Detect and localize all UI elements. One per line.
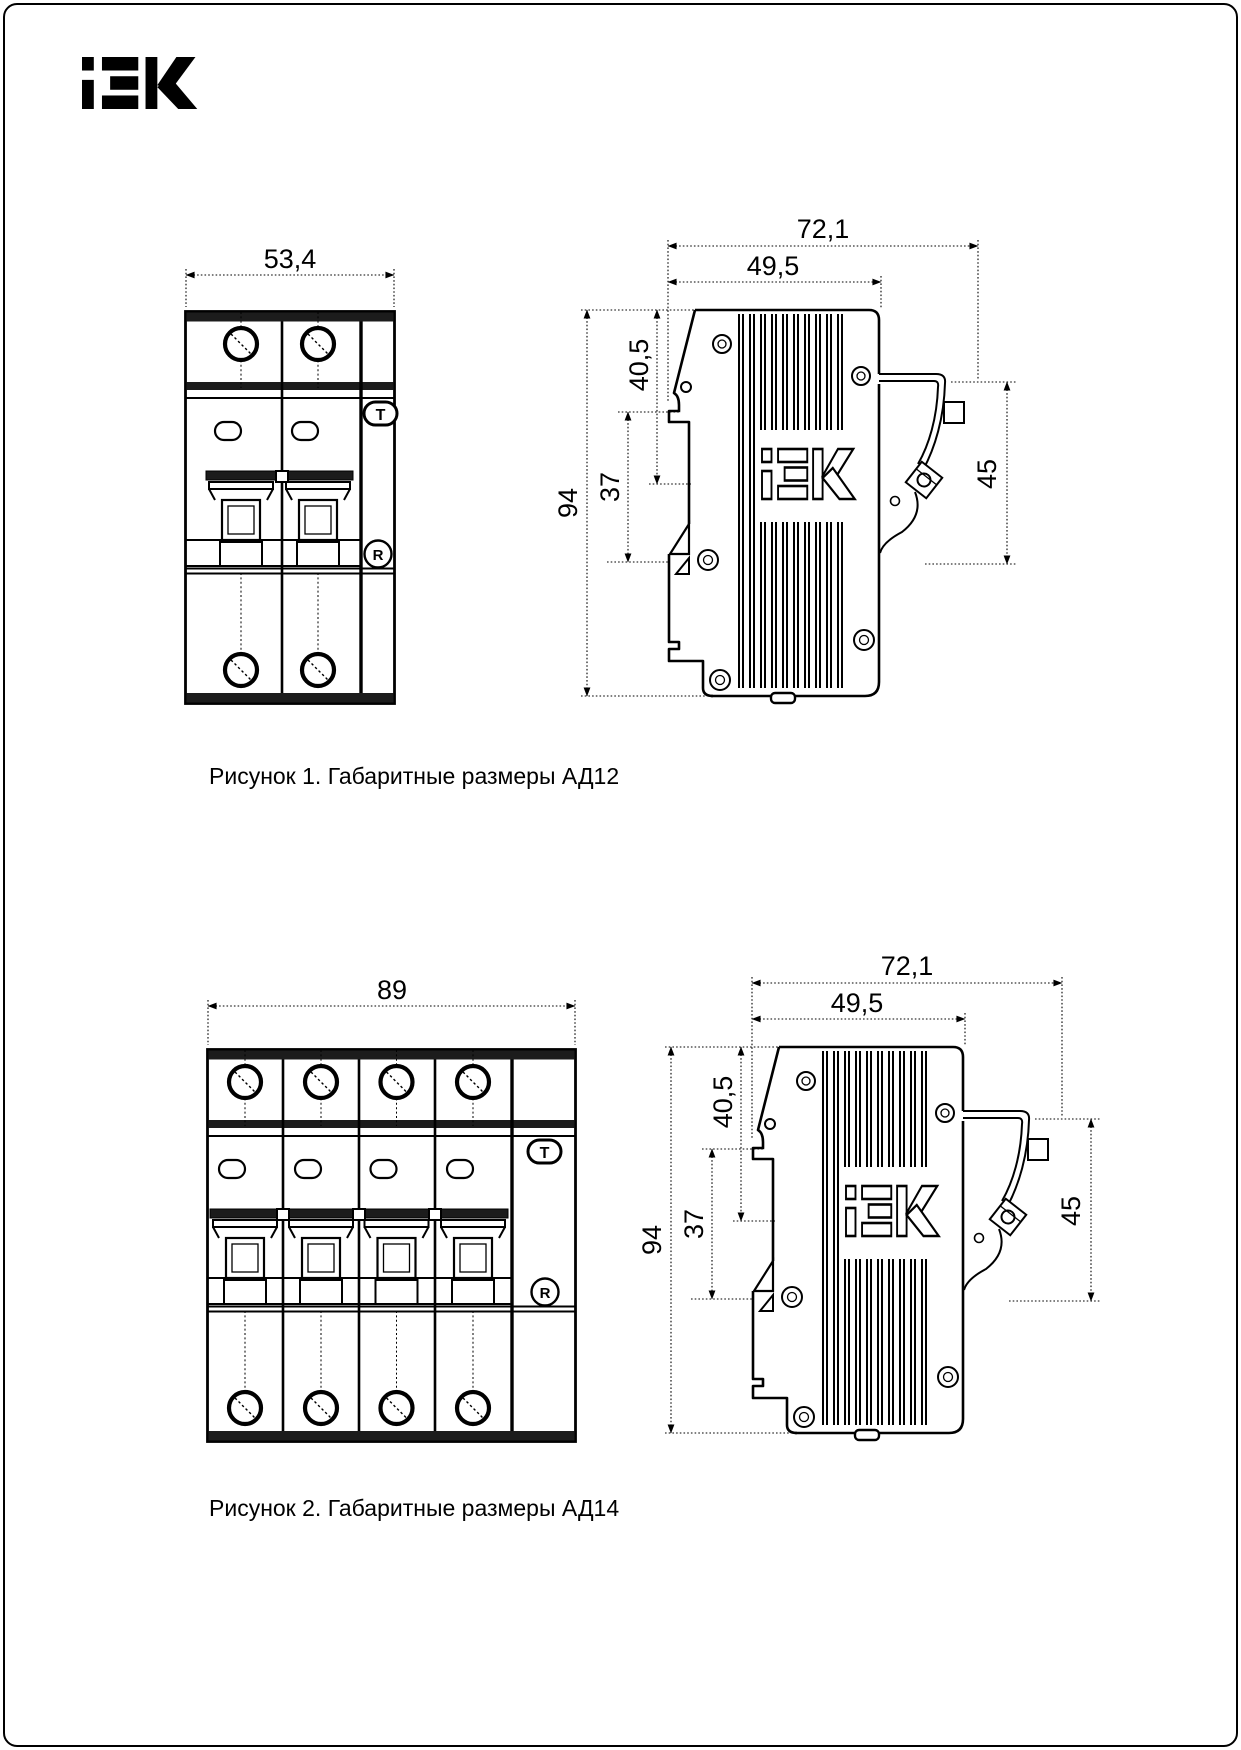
- reset-mark-label: R: [539, 1285, 551, 1302]
- ad12-front-view: [184, 220, 400, 710]
- side-height-label: 94: [553, 487, 583, 519]
- side-terminal-height-label: 45: [972, 458, 1002, 490]
- front-width-dim-label: 53,4: [263, 244, 317, 274]
- side-rail-window-label: 37: [679, 1208, 709, 1240]
- side-top-to-rail-label: 40,5: [624, 338, 654, 392]
- reset-mark-label: R: [372, 547, 384, 564]
- test-button-label: T: [539, 1145, 550, 1162]
- top-terminal-band: [187, 313, 394, 322]
- test-button-label: T: [375, 407, 386, 424]
- handle-tie-bar: [277, 1209, 289, 1220]
- iek-logo-drawing: [82, 57, 200, 109]
- side-body-depth-label: 49,5: [830, 988, 884, 1018]
- bottom-terminal-band: [209, 1431, 575, 1441]
- iek-logo: [82, 57, 200, 109]
- side-top-to-rail-label: 40,5: [708, 1075, 738, 1129]
- side-body-depth-label: 49,5: [746, 251, 800, 281]
- side-profile-drawing: [581, 240, 1017, 703]
- top-terminal-band: [209, 1051, 575, 1060]
- side-height-label: 94: [637, 1224, 667, 1256]
- side-terminal-height-label: 45: [1056, 1195, 1086, 1227]
- ad14-side-view: [627, 947, 1117, 1512]
- ad14-front-view: [206, 958, 582, 1448]
- bottom-terminal-band: [187, 693, 394, 703]
- figure1-caption: Рисунок 1. Габаритные размеры АД12: [209, 763, 620, 789]
- handle-tie-bar: [353, 1209, 365, 1220]
- figure2-caption: Рисунок 2. Габаритные размеры АД14: [209, 1495, 620, 1521]
- side-rail-window-label: 37: [595, 471, 625, 503]
- ad12-side-view: [543, 210, 1033, 775]
- front-width-dim-label: 89: [376, 975, 408, 1005]
- side-overall-depth-label: 72,1: [796, 214, 850, 244]
- handle-tie-bar: [429, 1209, 441, 1220]
- side-profile-drawing: [665, 977, 1101, 1440]
- side-overall-depth-label: 72,1: [880, 951, 934, 981]
- handle-tie-bar: [276, 471, 288, 482]
